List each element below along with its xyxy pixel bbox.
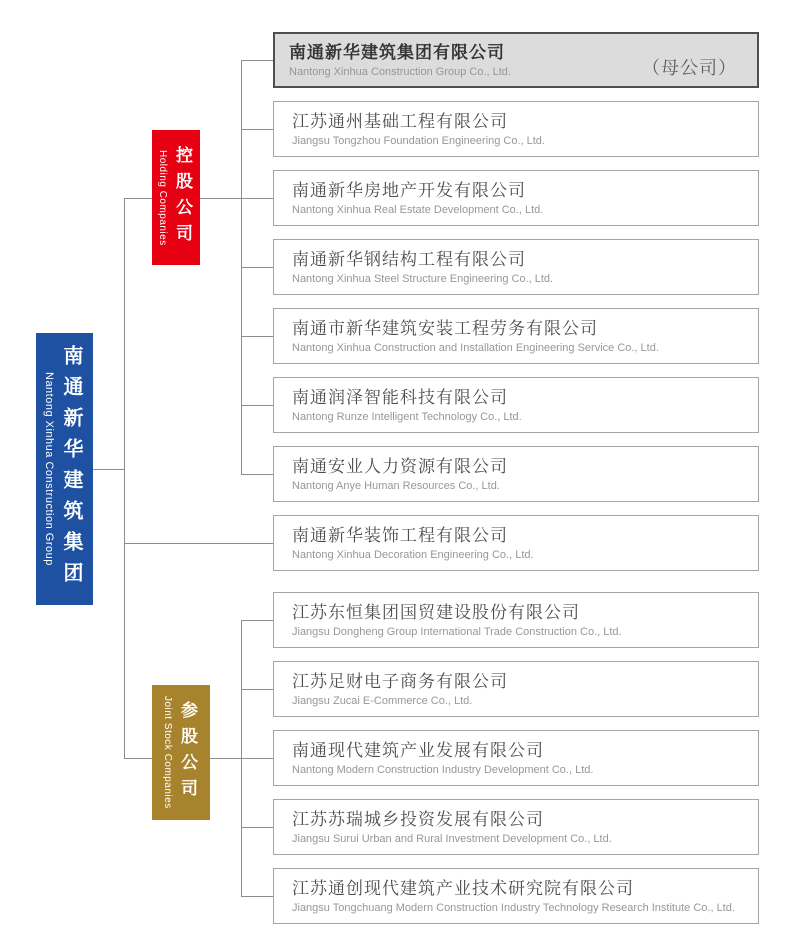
connector-stub: [241, 336, 273, 337]
parent-company-note: （母公司）: [642, 58, 737, 78]
company-box-parent: [273, 32, 759, 88]
joint-label-en: Joint Stock Companies: [162, 696, 173, 809]
company-name-en: Nantong Anye Human Resources Co., Ltd.: [292, 480, 500, 492]
company-name-zh: 南通安业人力资源有限公司: [292, 457, 508, 476]
holding-label-zh: 控股公司: [173, 145, 192, 250]
connector-stub: [241, 620, 273, 621]
connector-root-to-trunk: [93, 469, 124, 470]
connector-stub: [241, 827, 273, 828]
connector-stub: [241, 129, 273, 130]
company-box: [273, 592, 759, 648]
root-name-zh: 南通新华建筑集团: [60, 345, 82, 593]
company-name-zh: 江苏东恒集团国贸建设股份有限公司: [292, 603, 580, 622]
company-box: [273, 799, 759, 855]
holding-label-en: Holding Companies: [157, 149, 168, 246]
company-name-en: Jiangsu Tongchuang Modern Construction Industry Technology Research Institute Co., Ltd.: [292, 902, 735, 914]
company-name-zh: 江苏通州基础工程有限公司: [292, 112, 508, 131]
company-name-zh: 南通新华建筑集团有限公司: [289, 43, 505, 62]
company-name-en: Nantong Xinhua Construction Group Co., Ltd.: [289, 66, 511, 78]
company-names: [289, 42, 511, 79]
company-name-en: Nantong Xinhua Decoration Engineering Co., Ltd.: [292, 549, 534, 561]
holding-branch-label: [152, 130, 200, 265]
company-name-en: Nantong Xinhua Real Estate Development Co., Ltd.: [292, 204, 544, 216]
connector-stub: [241, 198, 273, 199]
company-box: [273, 730, 759, 786]
company-name-zh: 江苏足财电子商务有限公司: [292, 672, 508, 691]
connector-trunk-to-direct-company: [124, 543, 273, 544]
root-group-box: [36, 333, 93, 605]
connector-stub: [241, 896, 273, 897]
company-name-en: Jiangsu Tongzhou Foundation Engineering Co., Ltd.: [292, 135, 545, 147]
joint-label-zh: 参股公司: [178, 700, 197, 805]
company-box: [273, 661, 759, 717]
joint-stock-branch-label: [152, 685, 210, 820]
company-box: [273, 377, 759, 433]
company-name-zh: 南通新华房地产开发有限公司: [292, 181, 526, 200]
root-name-en: Nantong Xinhua Construction Group: [43, 372, 55, 566]
company-name-en: Nantong Runze Intelligent Technology Co., Ltd.: [292, 411, 522, 423]
company-name-zh: 南通现代建筑产业发展有限公司: [292, 741, 544, 760]
connector-stub: [241, 689, 273, 690]
company-name-en: Jiangsu Dongheng Group International Trade Construction Co., Ltd.: [292, 626, 622, 638]
company-name-zh: 南通润泽智能科技有限公司: [292, 388, 508, 407]
company-name-zh: 江苏通创现代建筑产业技术研究院有限公司: [292, 879, 634, 898]
connector-main-trunk: [124, 198, 125, 758]
company-box: [273, 101, 759, 157]
company-name-en: Nantong Xinhua Steel Structure Engineering Co., Ltd.: [292, 273, 554, 285]
company-name-zh: 南通新华钢结构工程有限公司: [292, 250, 526, 269]
connector-holding-label-to-trunk2: [200, 198, 241, 199]
company-box: [273, 868, 759, 924]
connector-trunk-to-joint-label: [124, 758, 152, 759]
connector-stub: [241, 267, 273, 268]
company-box: [273, 515, 759, 571]
connector-trunk-to-holding-label: [124, 198, 152, 199]
company-name-en: Nantong Modern Construction Industry Development Co., Ltd.: [292, 764, 594, 776]
company-name-zh: 江苏苏瑞城乡投资发展有限公司: [292, 810, 544, 829]
company-box: [273, 308, 759, 364]
company-name-zh: 南通市新华建筑安装工程劳务有限公司: [292, 319, 598, 338]
connector-stub: [241, 60, 273, 61]
company-name-en: Jiangsu Zucai E-Commerce Co., Ltd.: [292, 695, 473, 707]
company-name-zh: 南通新华装饰工程有限公司: [292, 526, 508, 545]
company-box: [273, 170, 759, 226]
company-box: [273, 446, 759, 502]
connector-stub: [241, 405, 273, 406]
connector-stub: [241, 758, 273, 759]
company-name-en: Nantong Xinhua Construction and Installation Engineering Service Co., Ltd.: [292, 342, 659, 354]
company-box: [273, 239, 759, 295]
connector-joint-label-to-trunk3: [210, 758, 241, 759]
connector-stub: [241, 474, 273, 475]
company-name-en: Jiangsu Surui Urban and Rural Investment Development Co., Ltd.: [292, 833, 612, 845]
